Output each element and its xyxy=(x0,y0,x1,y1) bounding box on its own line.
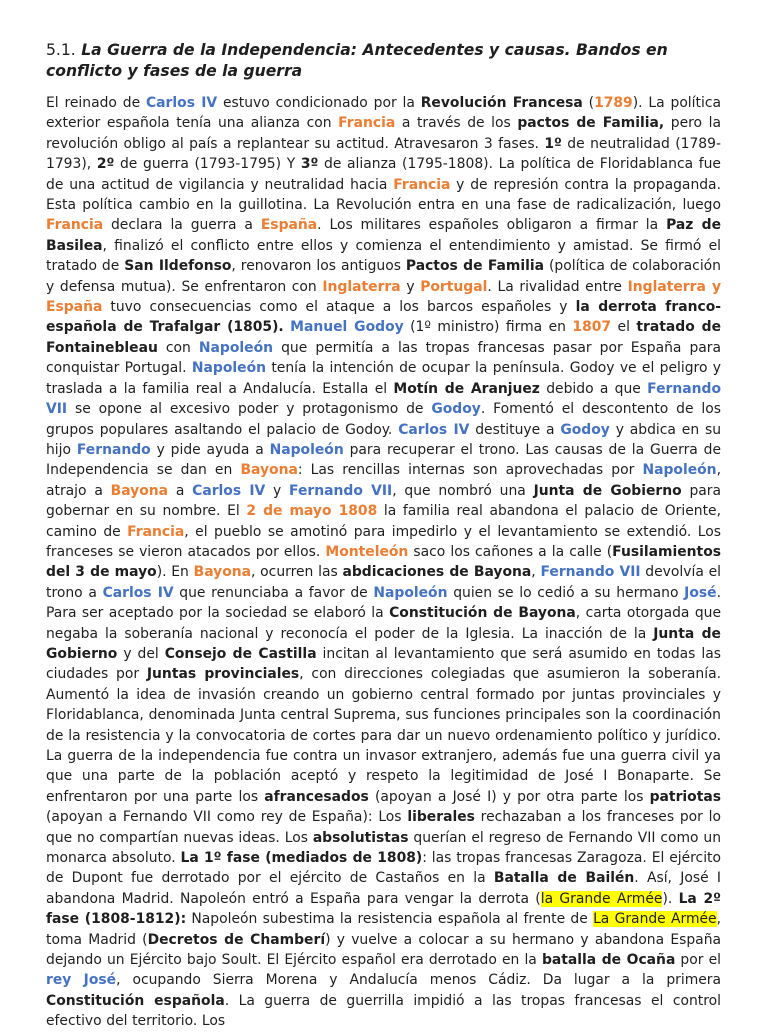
text-run: y pide ayuda a xyxy=(150,441,270,458)
person-name: Godoy xyxy=(560,421,610,438)
place-or-date: Bayona xyxy=(240,462,298,479)
text-run: la familia real abandona el palacio de Oriente, camino de xyxy=(46,503,721,540)
text-run: : las tropas francesas Zaragoza. El ejército de Dupont fue derrotado por el ejército de Castaños en la xyxy=(46,850,721,887)
text-run: devolvía el trono a xyxy=(46,564,721,601)
key-term: absolutistas xyxy=(312,829,409,846)
key-term: Juntas provinciales xyxy=(146,666,300,683)
text-run: ). xyxy=(662,890,679,907)
person-name: Godoy xyxy=(431,401,481,418)
text-run: (política de colaboración y defensa mutua). Se enfrentaron con xyxy=(46,258,721,295)
text-run: (1º ministro) firma en xyxy=(403,319,573,336)
key-term: patriotas xyxy=(649,788,722,805)
text-run: tenía la intención de ocupar la península. Godoy ve el peligro y traslada a la familia real a Andalucía. Estalla el xyxy=(46,360,721,397)
highlighted-term: la Grande Armée xyxy=(540,890,663,907)
place-or-date: 2 de mayo 1808 xyxy=(246,503,378,520)
text-run: , renovaron los antiguos xyxy=(231,258,406,275)
key-term: Motín de Aranjuez xyxy=(393,380,540,397)
text-run: , ocupando Sierra Morena y Andalucía menos Cádiz. Da lugar a la primera xyxy=(116,972,722,989)
person-name: Napoleón xyxy=(198,339,274,356)
text-run: ( xyxy=(582,95,595,111)
text-run: rechazaban a los franceses por lo que no compartían nuevas ideas. Los xyxy=(46,809,721,846)
key-term: Fusilamientos del 3 de mayo xyxy=(46,543,722,581)
text-run: . Para ser aceptado por la sociedad se elaboró la xyxy=(46,584,721,622)
person-name: Napoleón xyxy=(191,360,267,377)
text-run: que renunciaba a favor de xyxy=(173,584,374,601)
key-term: Revolución Francesa xyxy=(420,95,583,111)
key-term: liberales xyxy=(407,809,475,826)
section-title: La Guerra de la Independencia: Antecedentes y causas. Bandos en conflicto y fases de la guerra xyxy=(46,41,668,80)
person-name: José xyxy=(684,584,717,601)
text-run: . La rivalidad entre xyxy=(487,278,628,295)
person-name: Fernando VII xyxy=(289,482,393,499)
person-name: Fernando xyxy=(76,441,151,458)
person-name: Napoleón xyxy=(642,462,717,479)
text-run: , el pueblo se amotinó para impedirlo y el levantamiento se extendió. Los franceses se vieron atacados por ellos. xyxy=(46,523,722,560)
person-name: rey José xyxy=(46,972,117,989)
person-name: Carlos IV xyxy=(398,421,470,438)
text-run: , con direcciones colegiadas que asumieron la soberanía. Aumentó la idea de invasión creando un gobierno central formado por juntas provinciales y Floridablanca, denominada Junta central Suprema, sus funciones principales son la coordinación de la resistencia y la convocatoria de cortes para dar un nuevo ordenamiento político y jurídico. La guerra de la independencia fue contra un invasor extranjero, además fue una guerra civil ya que una parte de la población aceptó y respeto la legitimidad de José I Bonaparte. Se enfrentaron por una parte los xyxy=(46,666,722,805)
place-or-date: Monteleón xyxy=(325,543,409,560)
highlighted-term: La Grande Armée xyxy=(593,911,717,928)
text-run: , finalizó el conflicto entre ellos y comienza el entendimiento y amistad. Se firmó el tratado de xyxy=(46,237,721,275)
text-run: y abdica en su hijo xyxy=(46,421,722,458)
key-term: Junta de Gobierno xyxy=(533,482,682,499)
key-term: batalla de Ocaña xyxy=(541,952,676,969)
person-name: Carlos IV xyxy=(102,584,174,601)
text-run: , atrajo a xyxy=(46,462,721,499)
key-term: 2º xyxy=(96,156,115,173)
text-run: (apoyan a José I) y por otra parte los xyxy=(368,788,650,805)
place-or-date: España xyxy=(260,217,318,234)
place-or-date: Francia xyxy=(393,176,451,193)
person-name: Carlos IV xyxy=(192,482,266,499)
person-name: Manuel Godoy xyxy=(290,319,404,336)
text-run: con xyxy=(157,339,199,356)
place-or-date: 1789 xyxy=(594,95,633,111)
text-run: destituye a xyxy=(469,421,561,438)
place-or-date: Francia xyxy=(338,115,396,132)
text-run: a través de los xyxy=(395,115,518,132)
text-run: , carta otorgada que negaba la soberanía nacional y reconocía el poder de la Iglesia. La inacción de la xyxy=(46,605,721,642)
text-run: pero la revolución obligo al país a replantear su actitud. Atravesaron 3 fases. xyxy=(46,115,721,152)
place-or-date: Francia xyxy=(127,523,185,540)
key-term: La 1º fase (mediados de 1808) xyxy=(180,850,423,867)
text-run: y xyxy=(265,482,290,499)
text-run: El reinado de xyxy=(46,95,146,111)
key-term: Constitución española xyxy=(46,992,225,1009)
key-term: Batalla de Bailén xyxy=(493,870,635,887)
text-run: . Los militares españoles obligaron a firmar la xyxy=(317,217,667,234)
key-term: abdicaciones de Bayona xyxy=(342,564,532,581)
place-or-date: Bayona xyxy=(110,482,169,499)
text-run: se opone al excesivo poder y protagonismo de xyxy=(67,401,432,418)
body-paragraph xyxy=(46,93,721,1032)
text-run: a xyxy=(168,482,193,499)
text-run: saco los cañones a la calle ( xyxy=(408,543,613,560)
text-run: , toma Madrid ( xyxy=(46,911,722,948)
person-name: Napoleón xyxy=(373,584,448,601)
text-run: debido a que xyxy=(539,380,648,397)
text-run: tuvo consecuencias como el ataque a los barcos españoles y xyxy=(102,299,576,316)
key-term: Constitución de Bayona xyxy=(389,605,576,622)
text-run: de neutralidad (1789-1793), xyxy=(46,135,721,173)
text-run: el xyxy=(611,319,637,336)
text-run: que permitía a las tropas francesas pasar por España para conquistar Portugal. xyxy=(46,339,722,377)
text-run: querían el regreso de Fernando VII como un monarca absoluto. xyxy=(46,829,721,867)
key-term: 3º xyxy=(300,156,319,173)
text-run: de alianza (1795-1808). La política de Floridablanca fue de una actitud de vigilancia y neutralidad hacia xyxy=(46,156,721,193)
text-run: ) y vuelve a colocar a su hermano y abandona España dejando un Ejército bajo Soult. El Ejército español era derrotado en la xyxy=(46,931,722,969)
text-run: por el xyxy=(675,952,721,969)
section-heading xyxy=(46,40,721,81)
text-run: . Fomentó el descontento de los grupos populares asaltando el palacio de Godoy. xyxy=(46,401,721,438)
text-run: . La guerra de guerrilla impidió a las tropas francesas el control efectivo del territorio. Los xyxy=(46,992,721,1030)
key-term: la derrota franco-española de Trafalgar (1805). xyxy=(46,299,721,336)
text-run: y del xyxy=(117,645,165,662)
person-name: Carlos IV xyxy=(145,95,218,111)
text-run: declara la guerra a xyxy=(103,217,261,234)
text-run: incitan al levantamiento que será asumido en todas las ciudades por xyxy=(46,645,721,683)
key-term: Decretos de Chamberí xyxy=(147,931,326,948)
text-run: Napoleón subestima la resistencia española al frente de xyxy=(186,911,594,928)
key-term: tratado de Fontainebleau xyxy=(46,319,721,356)
key-term: Consejo de Castilla xyxy=(164,645,317,662)
place-or-date: Inglaterra y España xyxy=(46,278,721,316)
key-term: Junta de Gobierno xyxy=(46,625,721,662)
text-run: de guerra (1793-1795) Y xyxy=(114,156,301,173)
place-or-date: Inglaterra xyxy=(322,278,401,295)
person-name: Fernando VII xyxy=(46,380,721,418)
key-term: San Ildefonso xyxy=(124,258,232,275)
person-name: Napoleón xyxy=(269,441,344,458)
section-number: 5.1. xyxy=(46,41,76,59)
text-run: y de represión contra la propaganda. Esta política cambio en la guillotina. La Revolución entra en una fase de radicalización, luego xyxy=(46,176,721,214)
text-run: y xyxy=(400,278,421,295)
text-run: , ocurren las xyxy=(251,564,343,581)
key-term: Pactos de Familia xyxy=(405,258,545,275)
text-run: . Así, José I abandona Madrid. Napoleón entró a España para vengar la derrota ( xyxy=(46,870,721,907)
text-run: , que nombró una xyxy=(392,482,534,499)
place-or-date: Bayona xyxy=(193,564,252,581)
text-run: ). En xyxy=(156,564,194,581)
text-run: ). La política exterior española tenía una alianza con xyxy=(46,95,721,132)
text-run: quien se lo cedió a su hermano xyxy=(447,584,685,601)
place-or-date: 1807 xyxy=(572,319,612,336)
text-run: (apoyan a Fernando VII como rey de España): Los xyxy=(46,809,408,826)
person-name: Fernando VII xyxy=(540,564,641,581)
key-term: La 2º fase (1808-1812): xyxy=(46,890,721,928)
key-term: 1º xyxy=(544,135,562,152)
place-or-date: Francia xyxy=(46,217,104,234)
text-run: : Las rencillas internas son aprovechadas por xyxy=(297,462,643,479)
key-term: pactos de Familia, xyxy=(517,115,665,132)
text-run: para gobernar en su nombre. El xyxy=(46,482,722,520)
key-term: Paz de Basilea xyxy=(46,217,721,254)
text-run: estuvo condicionado por la xyxy=(217,95,421,111)
place-or-date: Portugal xyxy=(420,278,488,295)
text-run: para recuperar el trono. Las causas de la Guerra de Independencia se dan en xyxy=(46,441,722,479)
key-term: afrancesados xyxy=(264,788,369,805)
text-run: , xyxy=(531,564,541,581)
